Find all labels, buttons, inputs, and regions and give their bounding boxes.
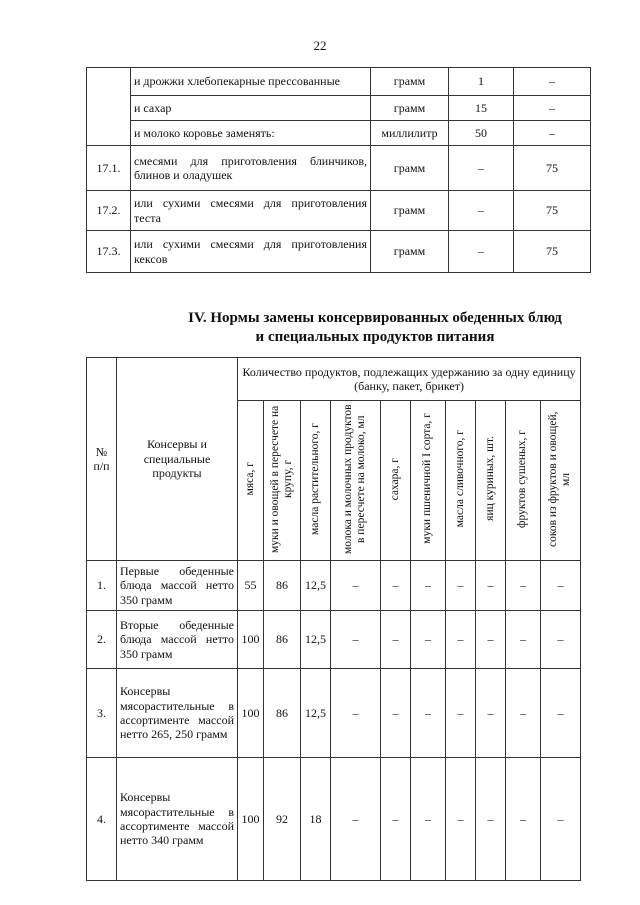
value-1: 15 — [449, 96, 514, 121]
column-header — [301, 401, 331, 561]
quantity-cell: – — [411, 669, 446, 758]
quantity-cell: – — [381, 561, 411, 611]
column-header — [411, 401, 446, 561]
row-number: 17.3. — [87, 231, 131, 273]
row-number: 1. — [87, 561, 117, 611]
quantity-cell: – — [476, 669, 506, 758]
quantity-cell: – — [331, 561, 381, 611]
column-header-label: масла сливочного, г — [453, 430, 466, 528]
quantity-cell: – — [506, 669, 541, 758]
value-1: 50 — [449, 121, 514, 146]
quantity-cell: – — [381, 611, 411, 669]
quantity-cell: 12,5 — [301, 561, 331, 611]
quantity-cell: 86 — [264, 669, 301, 758]
table-row — [87, 146, 591, 191]
unit: грамм — [371, 96, 449, 121]
quantity-cell: 100 — [238, 669, 264, 758]
column-header — [264, 401, 301, 561]
quantity-cell: 100 — [238, 758, 264, 881]
value-1: – — [449, 191, 514, 231]
quantity-cell: – — [331, 611, 381, 669]
column-header-label: масла растительного, г — [308, 422, 321, 535]
unit: грамм — [371, 146, 449, 191]
header-number: № п/п — [87, 358, 117, 561]
value-2: – — [514, 96, 591, 121]
column-header — [381, 401, 411, 561]
quantity-cell: 86 — [264, 611, 301, 669]
table-row — [87, 561, 581, 611]
value-1: – — [449, 231, 514, 273]
value-1: 1 — [449, 68, 514, 96]
value-2: 75 — [514, 146, 591, 191]
row-number — [87, 68, 131, 146]
table-row — [87, 611, 581, 669]
header-product: Консервы и специальные продукты — [117, 358, 238, 561]
quantity-cell: 12,5 — [301, 611, 331, 669]
header-quantity-group: Количество продуктов, подлежащих удержанию за одну единицу (банку, пакет, брикет) — [238, 358, 581, 401]
quantity-cell: 18 — [301, 758, 331, 881]
quantity-cell: 100 — [238, 611, 264, 669]
value-2: – — [514, 121, 591, 146]
unit: грамм — [371, 68, 449, 96]
product-text: или сухими смесями для приготовления кексов — [131, 231, 371, 273]
column-header-label: мяса, г — [243, 462, 256, 496]
column-header — [238, 401, 264, 561]
product-name: Вторые обеденные блюда массой нетто 350 грамм — [117, 611, 238, 669]
quantity-cell: – — [411, 758, 446, 881]
section-heading-line1: IV. Нормы замены консервированных обеденных блюд — [188, 310, 562, 326]
value-2: – — [514, 68, 591, 96]
page-number: 22 — [313, 38, 327, 53]
product-name: Консервы мясорастительные в ассортименте массой нетто 340 грамм — [117, 758, 238, 881]
product-text: и дрожжи хлебопекарные прессованные — [131, 68, 371, 96]
column-header — [446, 401, 476, 561]
quantity-cell: – — [446, 611, 476, 669]
quantity-cell: – — [541, 669, 581, 758]
value-2: 75 — [514, 191, 591, 231]
quantity-cell: – — [446, 669, 476, 758]
quantity-cell: 92 — [264, 758, 301, 881]
product-name: Первые обеденные блюда массой нетто 350 грамм — [117, 561, 238, 611]
quantity-cell: – — [541, 561, 581, 611]
substitution-table — [86, 67, 591, 273]
product-text: смесями для приготовления блинчиков, блинов и оладушек — [131, 146, 371, 191]
quantity-cell: – — [411, 561, 446, 611]
quantity-cell: – — [541, 758, 581, 881]
unit: грамм — [371, 231, 449, 273]
column-header-label: муки и овощей в пересчете на крупу, г — [268, 405, 294, 553]
value-2: 75 — [514, 231, 591, 273]
product-text: или сухими смесями для приготовления теста — [131, 191, 371, 231]
column-header — [331, 401, 381, 561]
column-header-label: сахара, г — [388, 457, 401, 500]
product-name: Консервы мясорастительные в ассортименте массой нетто 265, 250 грамм — [117, 669, 238, 758]
product-text: и сахар — [131, 96, 371, 121]
quantity-cell: – — [506, 611, 541, 669]
column-header-label: муки пшеничной I сорта, г — [421, 413, 434, 545]
table-row — [87, 231, 591, 273]
quantity-cell: 55 — [238, 561, 264, 611]
column-header-label: фруктов сушеных, г — [516, 429, 529, 528]
row-number: 4. — [87, 758, 117, 881]
table-row — [87, 68, 591, 96]
quantity-cell: – — [506, 758, 541, 881]
row-number: 17.2. — [87, 191, 131, 231]
quantity-cell: – — [331, 669, 381, 758]
quantity-cell: 86 — [264, 561, 301, 611]
table-row — [87, 669, 581, 758]
table-row — [87, 191, 591, 231]
column-header — [541, 401, 581, 561]
quantity-cell: – — [381, 669, 411, 758]
quantity-cell: 12,5 — [301, 669, 331, 758]
row-number: 3. — [87, 669, 117, 758]
quantity-cell: – — [476, 758, 506, 881]
quantity-cell: – — [381, 758, 411, 881]
table-row — [87, 758, 581, 881]
quantity-cell: – — [331, 758, 381, 881]
table-row — [87, 96, 591, 121]
row-number: 2. — [87, 611, 117, 669]
column-header — [506, 401, 541, 561]
value-1: – — [449, 146, 514, 191]
quantity-cell: – — [446, 758, 476, 881]
quantity-cell: – — [476, 561, 506, 611]
section-heading-line2: и специальных продуктов питания — [255, 328, 495, 345]
column-header-label: яиц куриных, шт. — [483, 436, 496, 522]
table-row — [87, 121, 591, 146]
column-header-label: соков из фруктов и овощей, мл — [547, 411, 573, 547]
row-number: 17.1. — [87, 146, 131, 191]
column-header-label: молока и молочных продуктов в пересчете на молоко, мл — [342, 404, 368, 554]
quantity-cell: – — [476, 611, 506, 669]
unit: грамм — [371, 191, 449, 231]
product-text: и молоко коровье заменять: — [131, 121, 371, 146]
quantity-cell: – — [541, 611, 581, 669]
unit: миллилитр — [371, 121, 449, 146]
quantity-cell: – — [411, 611, 446, 669]
quantity-cell: – — [446, 561, 476, 611]
column-header — [476, 401, 506, 561]
canned-food-norms-table — [86, 357, 581, 881]
quantity-cell: – — [506, 561, 541, 611]
section-heading — [0, 309, 640, 347]
